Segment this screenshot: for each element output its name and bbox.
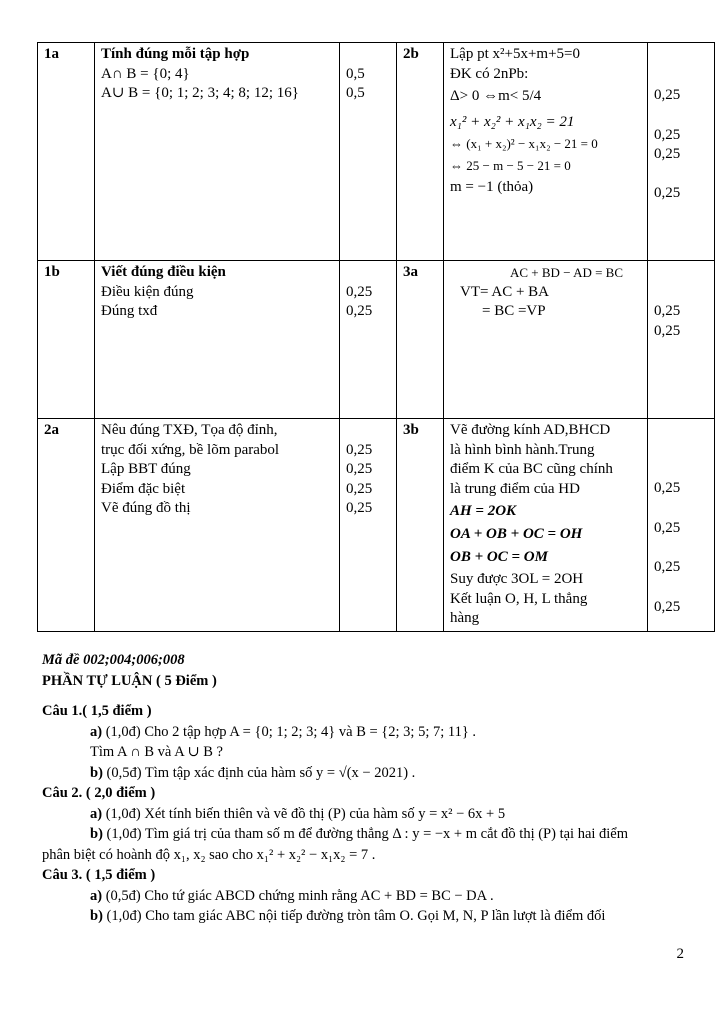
question-3a: a) (0,5đ) Cho tứ giác ABCD chứng minh rằng AC + BD = BC − DA . — [90, 887, 494, 904]
question-3b: b) (1,0đ) Cho tam giác ABC nội tiếp đường tròn tâm O. Gọi M, N, P lần lượt là điểm đối — [90, 908, 606, 924]
question-2a: a) (1,0đ) Xét tính biến thiên và vẽ đồ thị (P) của hàm số y = x² − 6x + 5 — [90, 805, 506, 822]
grading-table — [37, 42, 715, 632]
item-id: 2b — [397, 43, 444, 261]
question-1a: a) (1,0đ) Cho 2 tập hợp A = {0; 1; 2; 3; 4} và B = {2; 3; 5; 7; 11} . — [90, 723, 477, 740]
solution-scores: 0,25 0,25 — [648, 261, 715, 419]
item-scores: 0,25 0,25 0,25 0,25 — [340, 419, 397, 632]
question-3-title: Câu 3. ( 1,5 điểm ) — [42, 867, 156, 883]
set-intersection: A∩ B = {0; 4} — [101, 65, 190, 82]
item-solution: Lập pt x²+5x+m+5=0 ĐK có 2nPb: Δ> 0 ⇔m< 5/4 x₁² + x₂² + x₁x₂ = 21 ⇔ (x₁ + x₂)² − x₁x₂ − 21 = 0 ⇔ 25 − m − 5 − 21 = 0 m = −1 (thỏa) — [444, 43, 648, 261]
question-2-title: Câu 2. ( 2,0 điểm ) — [42, 785, 156, 801]
question-2b-line2: phân biệt có hoành độ x₁, x₂ sao cho x₁² + x₂² − x₁x₂ = 7 . — [42, 846, 376, 863]
solution-scores: 0,25 0,25 0,25 0,25 — [648, 43, 715, 261]
item-solution: Vẽ đường kính AD,BHCD là hình bình hành.Trung điểm K của BC cũng chính là trung điểm của HD AH = 2OK OA + OB + OC = OH OB + OC = OM Suy được 3OL = 2OH Kết luận O, H, L thẳng hàng — [444, 419, 648, 632]
item-solution: AC + BD − AD = BC VT= AC + BA = BC =VP — [444, 261, 648, 419]
page-number: 2 — [676, 946, 684, 962]
item-id: 1b — [38, 261, 95, 419]
set-union: A∪ B = {0; 1; 2; 3; 4; 8; 12; 16} — [101, 85, 299, 102]
item-scores: 0,25 0,25 — [340, 261, 397, 419]
section-title: PHẦN TỰ LUẬN ( 5 Điểm ) — [42, 672, 217, 689]
item-scores: 0,5 0,5 — [340, 43, 397, 261]
question-1-title: Câu 1.( 1,5 điểm ) — [42, 703, 152, 719]
item-id: 2a — [38, 419, 95, 632]
item-description: Nêu đúng TXĐ, Tọa độ đỉnh, trục đối xứng, bề lõm parabol Lập BBT đúng Điểm đặc biệt Vẽ đúng đồ thị — [95, 419, 340, 632]
table-row — [38, 261, 715, 419]
exam-code: Mã đề 002;004;006;008 — [42, 652, 185, 668]
question-1b: b) (0,5đ) Tìm tập xác định của hàm số y = √(x − 2021) . — [90, 764, 416, 781]
table-row — [38, 43, 715, 261]
item-id: 3a — [397, 261, 444, 419]
item-id: 1a — [38, 43, 95, 261]
solution-scores: 0,25 0,25 0,25 0,25 — [648, 419, 715, 632]
table-row — [38, 419, 715, 632]
exam-questions — [42, 650, 692, 927]
item-id: 3b — [397, 419, 444, 632]
question-1a-line2: Tìm A ∩ B và A ∪ B ? — [90, 744, 223, 760]
item-description: Viết đúng điều kiện Điều kiện đúng Đúng txđ — [95, 261, 340, 419]
item-description: Tính đúng mỗi tập hợp A∩ B = {0; 4} A∪ B = {0; 1; 2; 3; 4; 8; 12; 16} — [95, 43, 340, 261]
question-2b: b) (1,0đ) Tìm giá trị của tham số m để đường thẳng Δ : y = −x + m cắt đồ thị (P) tại hai điểm — [90, 826, 629, 842]
